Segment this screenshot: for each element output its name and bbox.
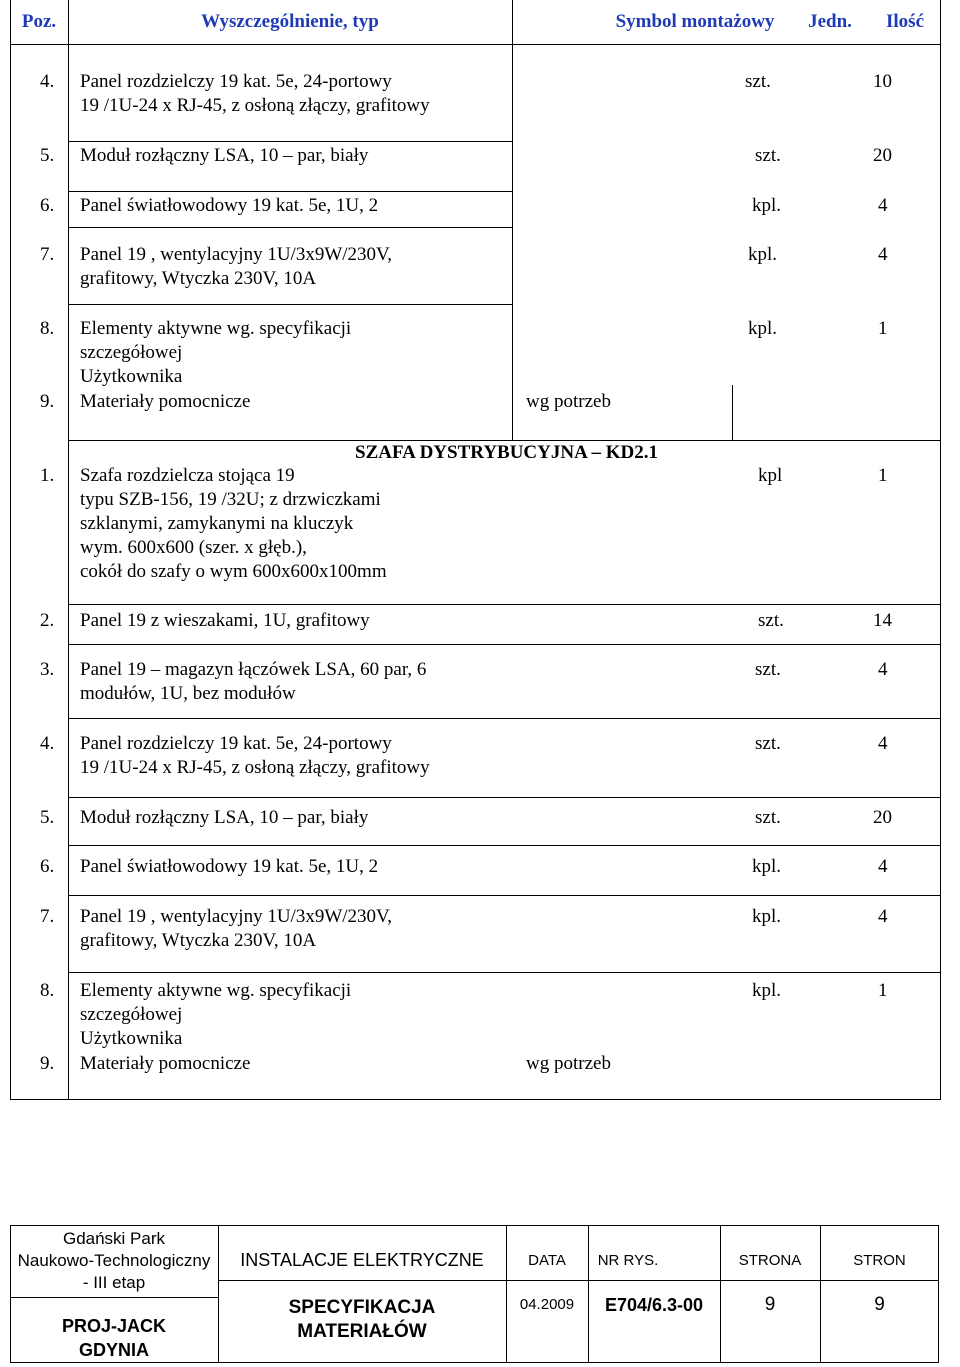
- item-number: 1.: [40, 465, 55, 486]
- item-description: Materiały pomocnicze: [80, 1053, 251, 1074]
- item-quantity: 10: [873, 71, 892, 92]
- item-description: 19 /1U-24 x RJ-45, z osłoną złączy, grafitowy: [80, 95, 430, 116]
- item-unit: kpl: [758, 465, 783, 486]
- item-description: szczegółowej: [80, 342, 183, 363]
- item-quantity: 1: [878, 318, 888, 339]
- item-description: grafitowy, Wtyczka 230V, 10A: [80, 268, 317, 289]
- item-number: 8.: [40, 318, 55, 339]
- document-title: [218, 1296, 506, 1344]
- item-description: Użytkownika: [80, 1028, 183, 1049]
- drawing-number-label: NR RYS.: [597, 1252, 659, 1269]
- item-unit: szt.: [755, 659, 781, 680]
- item-description: Elementy aktywne wg. specyfikacji: [80, 318, 352, 339]
- item-unit: kpl.: [752, 906, 782, 927]
- drawing-number-value: E704/6.3-00: [604, 1295, 704, 1315]
- item-description: Panel rozdzielczy 19 kat. 5e, 24-portowy: [80, 733, 392, 754]
- item-number: 7.: [40, 244, 55, 265]
- item-description: szklanymi, zamykanymi na kluczyk: [80, 513, 354, 534]
- header-jedn: Jedn.: [808, 11, 852, 32]
- investor-line: Gdański Park: [62, 1229, 166, 1248]
- item-quantity: 14: [873, 610, 892, 631]
- item-number: 7.: [40, 906, 55, 927]
- item-number: 6.: [40, 856, 55, 877]
- item-unit: szt.: [758, 610, 784, 631]
- item-unit: szt.: [755, 145, 781, 166]
- item-number: 4.: [40, 71, 55, 92]
- page-value: 9: [764, 1294, 776, 1315]
- company-name: [10, 1314, 218, 1362]
- header-ilosc: Ilość: [886, 11, 924, 32]
- investor-name: [10, 1228, 218, 1294]
- section-title: SZAFA DYSTRYBUCYJNA – KD2.1: [355, 442, 659, 463]
- pages-value: 9: [874, 1294, 885, 1315]
- page-label: STRONA: [738, 1252, 802, 1269]
- item-description: cokół do szafy o wym 600x600x100mm: [80, 561, 387, 582]
- item-number: 3.: [40, 659, 55, 680]
- item-symbol: wg potrzeb: [526, 391, 611, 412]
- item-description: Panel światłowodowy 19 kat. 5e, 1U, 2: [80, 195, 379, 216]
- pages-label: STRON: [853, 1252, 906, 1269]
- item-description: Moduł rozłączny LSA, 10 – par, biały: [80, 807, 369, 828]
- item-number: 5.: [40, 145, 55, 166]
- item-unit: kpl.: [748, 244, 778, 265]
- item-quantity: 4: [878, 659, 888, 680]
- item-number: 2.: [40, 610, 55, 631]
- item-number: 6.: [40, 195, 55, 216]
- item-quantity: 1: [878, 465, 888, 486]
- item-quantity: 4: [878, 906, 888, 927]
- item-unit: kpl.: [752, 195, 782, 216]
- item-quantity: 4: [878, 244, 888, 265]
- item-quantity: 1: [878, 980, 888, 1001]
- header-poz: Poz.: [21, 11, 57, 32]
- item-number: 8.: [40, 980, 55, 1001]
- item-description: Szafa rozdzielcza stojąca 19: [80, 465, 295, 486]
- item-description: 19 /1U-24 x RJ-45, z osłoną złączy, grafitowy: [80, 757, 430, 778]
- item-unit: kpl.: [752, 856, 782, 877]
- item-quantity: 4: [878, 195, 888, 216]
- document-title-line: MATERIAŁÓW: [297, 1321, 427, 1342]
- item-description: Elementy aktywne wg. specyfikacji: [80, 980, 352, 1001]
- company-line: PROJ-JACK: [61, 1316, 167, 1336]
- item-unit: szt.: [745, 71, 771, 92]
- item-description: Panel 19 z wieszakami, 1U, grafitowy: [80, 610, 370, 631]
- branch-label: INSTALACJE ELEKTRYCZNE: [240, 1250, 484, 1270]
- item-unit: szt.: [755, 807, 781, 828]
- item-description: typu SZB-156, 19 /32U; z drzwiczkami: [80, 489, 381, 510]
- investor-line: - III etap: [82, 1273, 146, 1292]
- item-unit: szt.: [755, 733, 781, 754]
- item-quantity: 4: [878, 733, 888, 754]
- date-value: 04.2009: [519, 1296, 575, 1313]
- item-quantity: 20: [873, 145, 892, 166]
- item-description: Materiały pomocnicze: [80, 391, 251, 412]
- item-number: 4.: [40, 733, 55, 754]
- header-symbol: Symbol montażowy: [615, 11, 775, 32]
- item-unit: kpl.: [748, 318, 778, 339]
- item-description: Użytkownika: [80, 366, 183, 387]
- item-description: Moduł rozłączny LSA, 10 – par, biały: [80, 145, 369, 166]
- item-unit: kpl.: [752, 980, 782, 1001]
- item-description: wym. 600x600 (szer. x głęb.),: [80, 537, 307, 558]
- header-wyszczegolnienie: Wyszczególnienie, typ: [201, 11, 379, 32]
- item-description: szczegółowej: [80, 1004, 183, 1025]
- item-number: 5.: [40, 807, 55, 828]
- item-description: Panel rozdzielczy 19 kat. 5e, 24-portowy: [80, 71, 392, 92]
- item-quantity: 4: [878, 856, 888, 877]
- investor-line: Naukowo-Technologiczny: [17, 1251, 211, 1270]
- item-description: Panel 19 , wentylacyjny 1U/3x9W/230V,: [80, 906, 393, 927]
- item-description: Panel światłowodowy 19 kat. 5e, 1U, 2: [80, 856, 379, 877]
- item-symbol: wg potrzeb: [526, 1053, 611, 1074]
- item-number: 9.: [40, 391, 55, 412]
- item-description: Panel 19 – magazyn łączówek LSA, 60 par, 6: [80, 659, 427, 680]
- document-title-line: SPECYFIKACJA: [288, 1297, 436, 1318]
- item-description: modułów, 1U, bez modułów: [80, 683, 296, 704]
- company-line: GDYNIA: [78, 1340, 149, 1360]
- item-description: Panel 19 , wentylacyjny 1U/3x9W/230V,: [80, 244, 393, 265]
- date-label: DATA: [528, 1252, 566, 1269]
- item-quantity: 20: [873, 807, 892, 828]
- item-description: grafitowy, Wtyczka 230V, 10A: [80, 930, 317, 951]
- item-number: 9.: [40, 1053, 55, 1074]
